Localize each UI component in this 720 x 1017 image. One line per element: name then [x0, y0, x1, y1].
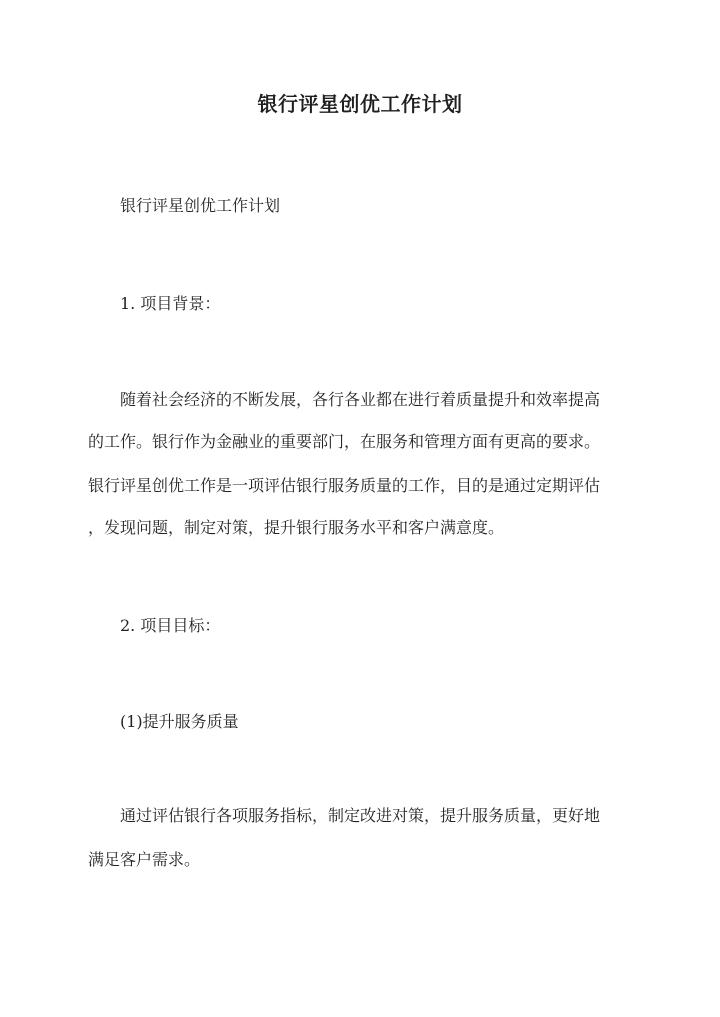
section-heading-goals: 2. 项目目标：	[120, 616, 221, 635]
paragraph-line: 通过评估银行各项服务指标，制定改进对策，提升服务质量，更好地	[120, 806, 601, 825]
paragraph-line: ，发现问题，制定对策，提升银行服务水平和客户满意度。	[88, 518, 505, 537]
document-title: 银行评星创优工作计划	[257, 92, 463, 116]
paragraph-line: 满足客户需求。	[88, 850, 201, 869]
section-heading-background: 1. 项目背景：	[120, 294, 221, 313]
paragraph-line: 银行评星创优工作是一项评估银行服务质量的工作，目的是通过定期评估	[88, 476, 601, 495]
paragraph-line: 的工作。银行作为金融业的重要部门，在服务和管理方面有更高的要求。	[88, 432, 601, 451]
paragraph-line: 随着社会经济的不断发展，各行各业都在进行着质量提升和效率提高	[120, 390, 601, 409]
goal-heading: (1)提升服务质量	[120, 712, 239, 731]
document-subtitle: 银行评星创优工作计划	[120, 196, 281, 215]
